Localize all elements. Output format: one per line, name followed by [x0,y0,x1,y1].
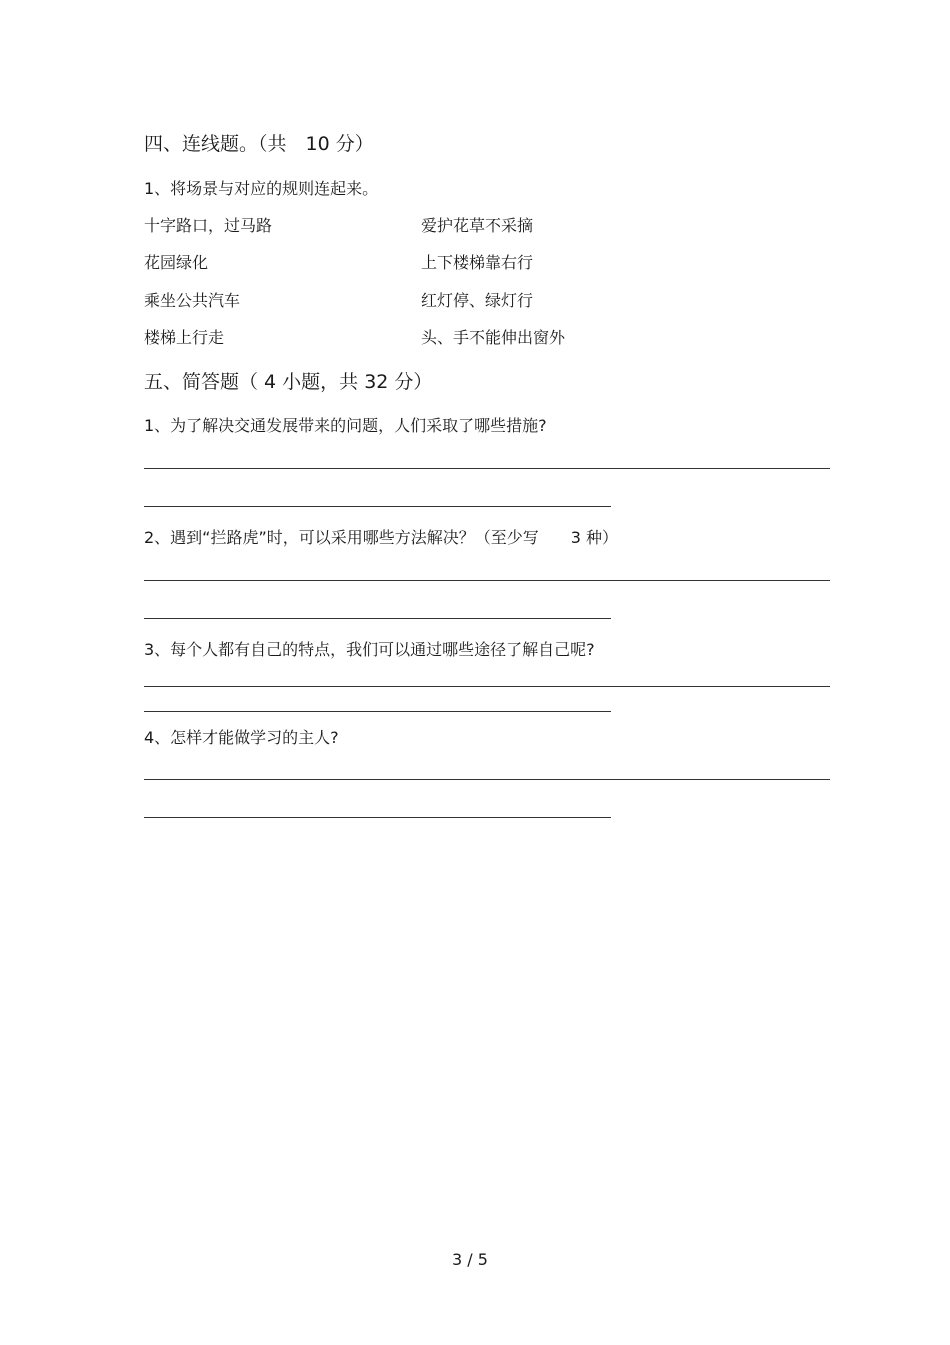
answer-line[interactable] [144,686,830,687]
section-heading-short-answer: 五、简答题（ 4 小题，共 32 分） [144,371,433,393]
answer-line[interactable] [144,468,830,469]
question-1-short-answer: 1、为了解决交通发展带来的问题，人们采取了哪些措施? [144,416,547,435]
page-number: 3 / 5 [452,1250,488,1269]
match-left-item: 十字路口，过马路 [144,216,273,235]
answer-line[interactable] [144,580,830,581]
match-right-item: 头、手不能伸出窗外 [421,328,566,347]
answer-line[interactable] [144,618,611,619]
question-3-short-answer: 3、每个人都有自己的特点，我们可以通过哪些途径了解自己呢? [144,640,595,659]
section-heading-matching: 四、连线题。（共 10 分） [144,133,374,155]
answer-line[interactable] [144,711,611,712]
question-2-short-answer: 2、遇到“拦路虎”时，可以采用哪些方法解决？（至少写 3 种） [144,528,619,547]
answer-line[interactable] [144,817,611,818]
match-right-item: 上下楼梯靠右行 [421,253,534,272]
match-right-item: 红灯停、绿灯行 [421,291,534,310]
answer-line[interactable] [144,506,611,507]
match-left-item: 乘坐公共汽车 [144,291,241,310]
match-right-item: 爱护花草不采摘 [421,216,534,235]
question-1-matching: 1、将场景与对应的规则连起来。 [144,179,379,198]
match-left-item: 花园绿化 [144,253,209,272]
question-4-short-answer: 4、怎样才能做学习的主人? [144,728,339,747]
answer-line[interactable] [144,779,830,780]
match-left-item: 楼梯上行走 [144,328,225,347]
